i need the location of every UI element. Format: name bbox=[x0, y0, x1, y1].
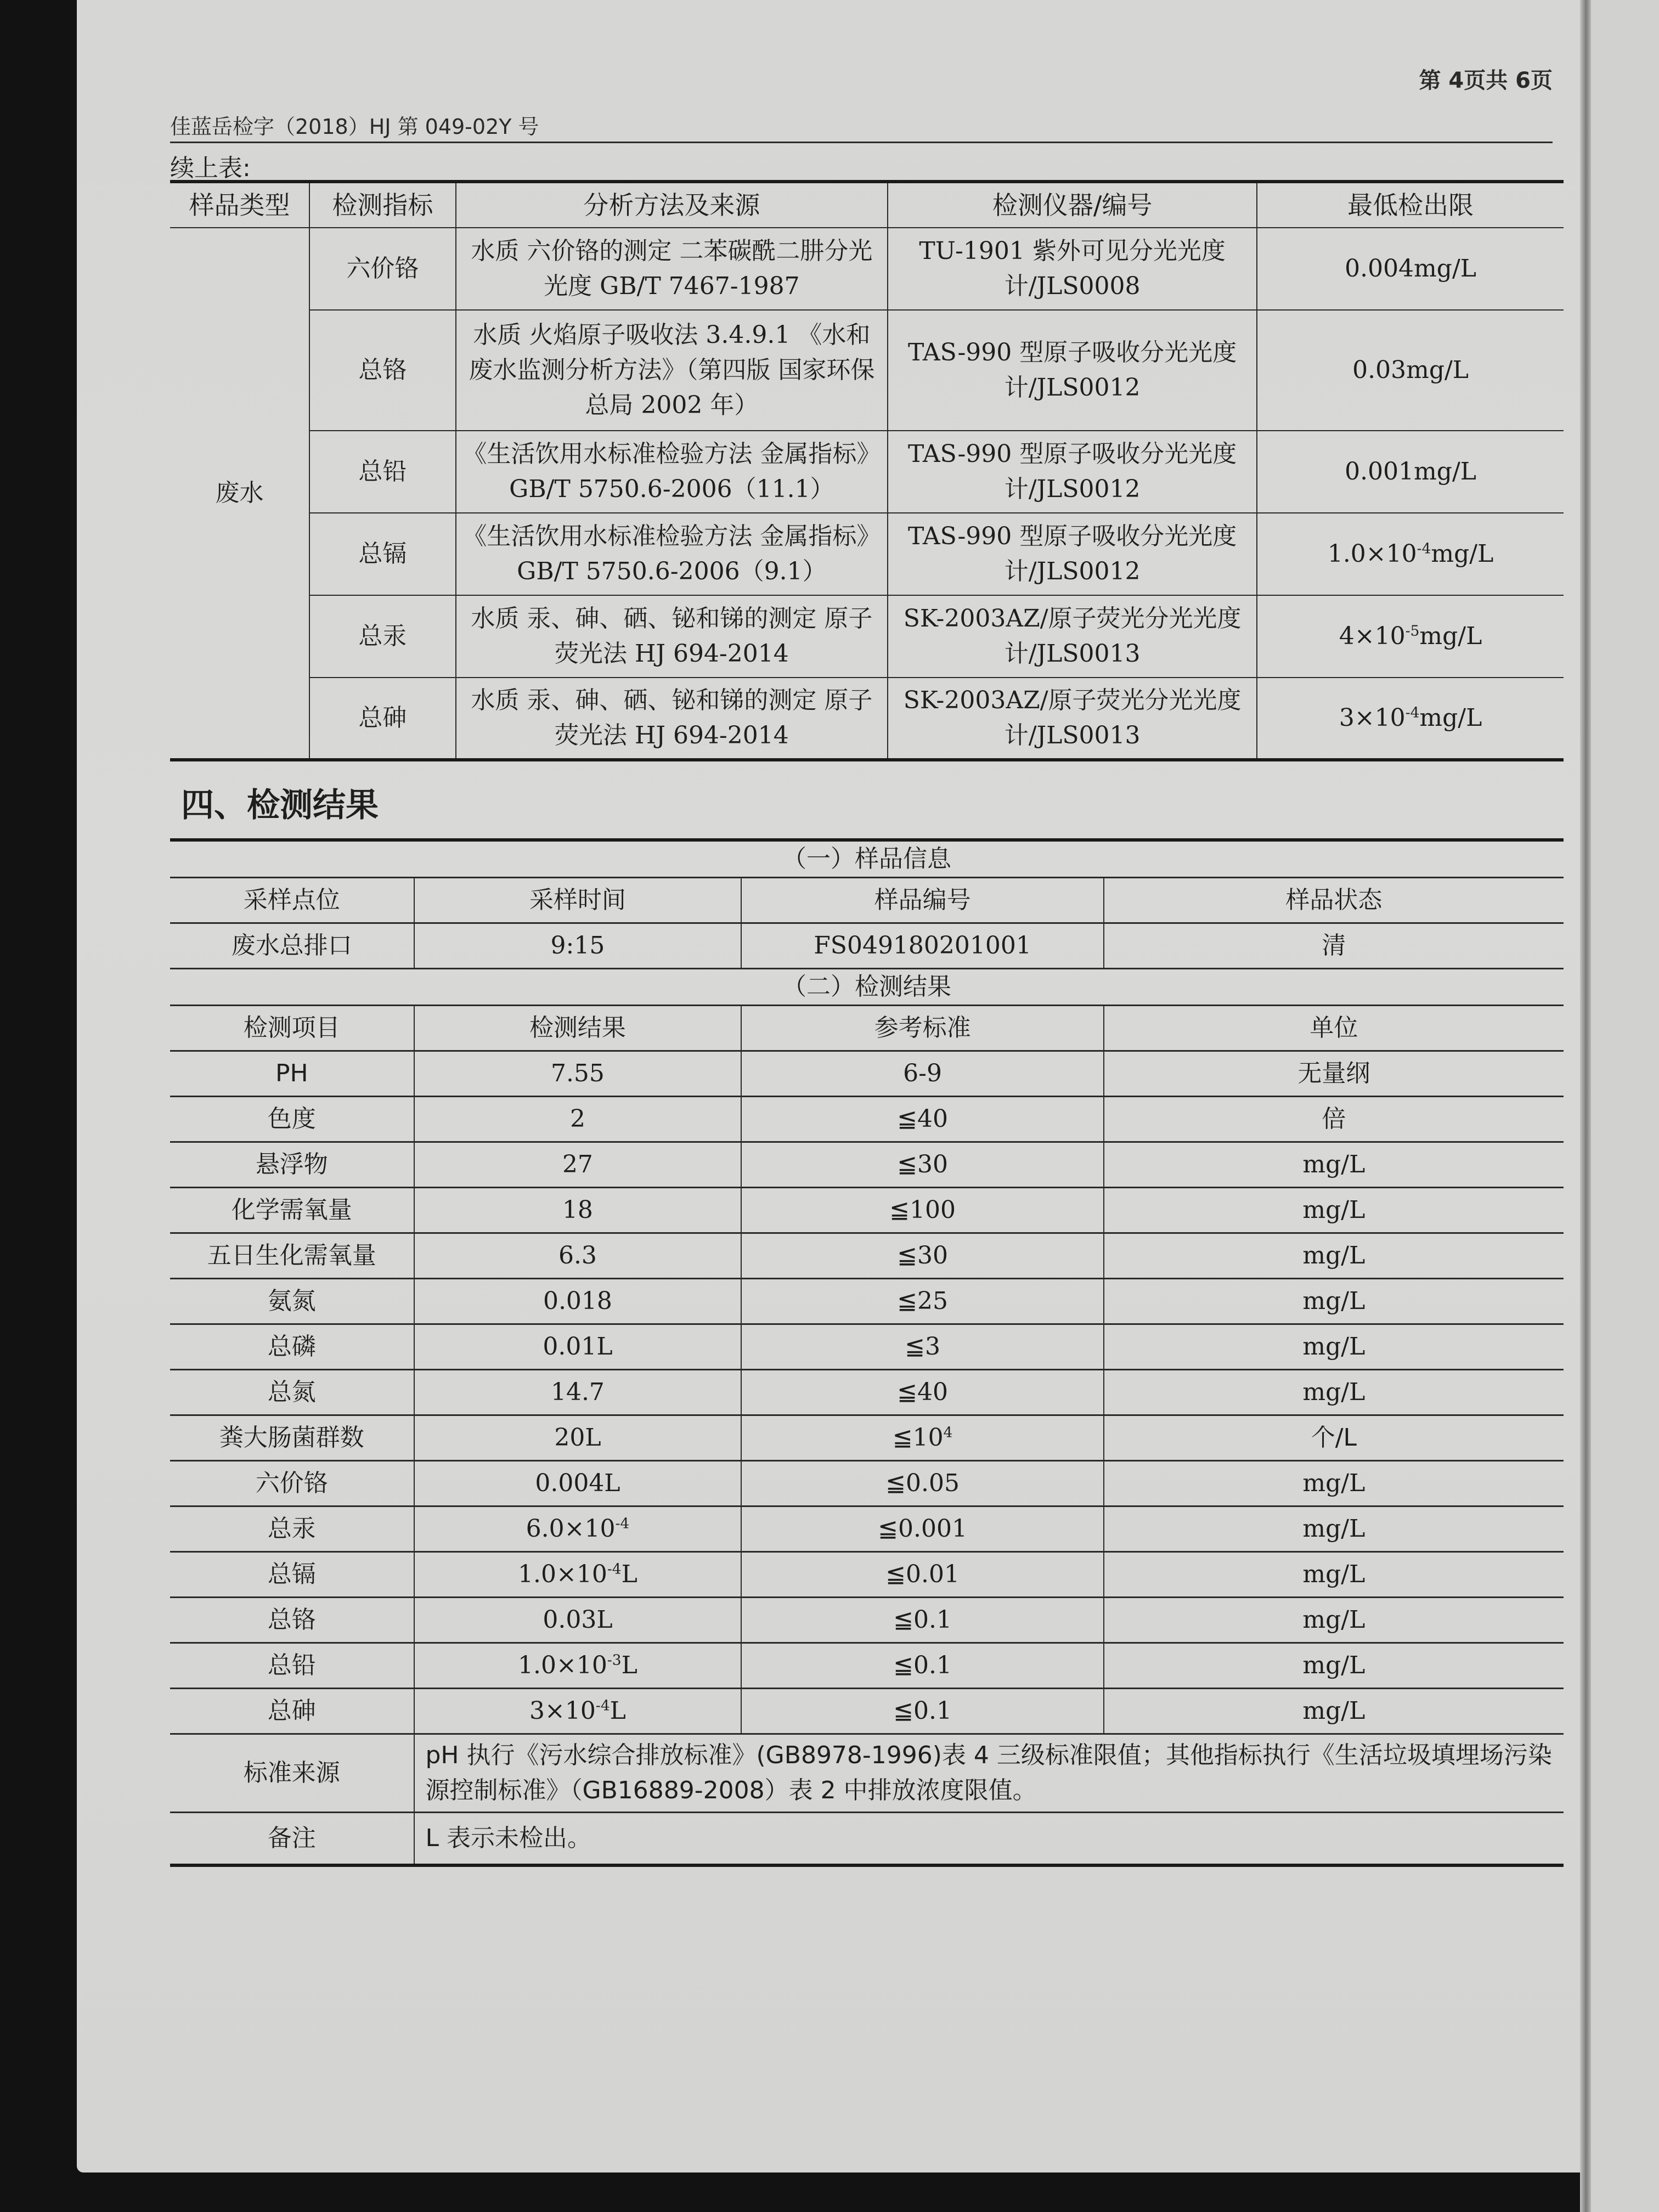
header-detection-limit: 最低检出限 bbox=[1257, 182, 1564, 228]
instrument-cell: TAS-990 型原子吸收分光光度计/JLS0012 bbox=[888, 310, 1257, 431]
header-divider bbox=[170, 142, 1553, 143]
standard-cell: ≦0.01 bbox=[741, 1552, 1103, 1598]
results-header bbox=[170, 1006, 1564, 1051]
result-cell: 2 bbox=[414, 1097, 742, 1142]
result-row bbox=[170, 1552, 1564, 1598]
header-item: 检测项目 bbox=[170, 1006, 414, 1051]
continued-label: 续上表: bbox=[170, 154, 251, 182]
indicator-cell: 六价铬 bbox=[309, 228, 456, 310]
result-row bbox=[170, 1461, 1564, 1506]
state-cell: 清 bbox=[1104, 923, 1564, 969]
result-row bbox=[170, 1689, 1564, 1734]
result-row bbox=[170, 1233, 1564, 1279]
standard-cell: ≦3 bbox=[741, 1324, 1103, 1370]
unit-cell: 倍 bbox=[1104, 1097, 1564, 1142]
unit-cell: mg/L bbox=[1104, 1506, 1564, 1552]
unit-cell: mg/L bbox=[1104, 1598, 1564, 1643]
result-row bbox=[170, 1188, 1564, 1233]
section-title: 四、检测结果 bbox=[181, 786, 379, 825]
results-caption: （二）检测结果 bbox=[170, 969, 1564, 1006]
header-state: 样品状态 bbox=[1104, 878, 1564, 923]
result-row bbox=[170, 1324, 1564, 1370]
unit-cell: mg/L bbox=[1104, 1370, 1564, 1415]
item-cell: 五日生化需氧量 bbox=[170, 1233, 414, 1279]
standard-cell: ≦25 bbox=[741, 1279, 1103, 1324]
header-time: 采样时间 bbox=[414, 878, 742, 923]
instrument-cell: TAS-990 型原子吸收分光光度计/JLS0012 bbox=[888, 431, 1257, 513]
unit-cell: mg/L bbox=[1104, 1233, 1564, 1279]
header-sample-type: 样品类型 bbox=[170, 182, 309, 228]
item-cell: 总砷 bbox=[170, 1689, 414, 1734]
document-page bbox=[77, 0, 1591, 2172]
detection-limit-cell: $1.0\times 10^{-4}mg/L$ bbox=[1257, 513, 1564, 595]
result-cell: 0.018 bbox=[414, 1279, 742, 1324]
result-cell: 6.3 bbox=[414, 1233, 742, 1279]
header-indicator: 检测指标 bbox=[309, 182, 456, 228]
method-row bbox=[170, 595, 1564, 678]
header-result: 检测结果 bbox=[414, 1006, 742, 1051]
detection-limit-cell: 0.001mg/L bbox=[1257, 431, 1564, 513]
item-cell: 六价铬 bbox=[170, 1461, 414, 1506]
page-fold-shadow bbox=[1580, 0, 1592, 2212]
item-cell: 总汞 bbox=[170, 1506, 414, 1552]
method-cell: 水质 汞、砷、硒、铋和锑的测定 原子荧光法 HJ 694-2014 bbox=[456, 595, 888, 678]
method-row bbox=[170, 228, 1564, 310]
standard-cell: ≦40 bbox=[741, 1370, 1103, 1415]
unit-cell: mg/L bbox=[1104, 1324, 1564, 1370]
standard-source-label: 标准来源 bbox=[170, 1734, 414, 1813]
header-unit: 单位 bbox=[1104, 1006, 1564, 1051]
result-row bbox=[170, 1097, 1564, 1142]
item-cell: 总氮 bbox=[170, 1370, 414, 1415]
detection-limit-cell: $3\times 10^{-4}mg/L$ bbox=[1257, 678, 1564, 760]
page-content bbox=[170, 55, 1564, 1867]
indicator-cell: 总铬 bbox=[309, 310, 456, 431]
standard-cell: ≦40 bbox=[741, 1097, 1103, 1142]
unit-cell: mg/L bbox=[1104, 1689, 1564, 1734]
time-cell: 9:15 bbox=[414, 923, 742, 969]
item-cell: 化学需氧量 bbox=[170, 1188, 414, 1233]
standard-cell: ≦100 bbox=[741, 1188, 1103, 1233]
method-table bbox=[170, 180, 1564, 761]
result-cell: $6.0\times 10^{-4}$ bbox=[414, 1506, 742, 1552]
indicator-cell: 总汞 bbox=[309, 595, 456, 678]
unit-cell: mg/L bbox=[1104, 1552, 1564, 1598]
result-row bbox=[170, 1279, 1564, 1324]
sample-info-table bbox=[170, 878, 1564, 969]
item-cell: 总磷 bbox=[170, 1324, 414, 1370]
results-block bbox=[170, 838, 1564, 1867]
item-cell: 氨氮 bbox=[170, 1279, 414, 1324]
method-cell: 水质 火焰原子吸收法 3.4.9.1 《水和废水监测分析方法》（第四版 国家环保总局 2002 年） bbox=[456, 310, 888, 431]
indicator-cell: 总砷 bbox=[309, 678, 456, 760]
result-cell: 0.01L bbox=[414, 1324, 742, 1370]
item-cell: 悬浮物 bbox=[170, 1142, 414, 1188]
instrument-cell: TU-1901 紫外可见分光光度计/JLS0008 bbox=[888, 228, 1257, 310]
header-location: 采样点位 bbox=[170, 878, 414, 923]
page-header bbox=[170, 55, 1564, 148]
sample-info-caption: （一）样品信息 bbox=[170, 842, 1564, 878]
instrument-cell: TAS-990 型原子吸收分光光度计/JLS0012 bbox=[888, 513, 1257, 595]
result-row bbox=[170, 1142, 1564, 1188]
standard-source-text: pH 执行《污水综合排放标准》(GB8978-1996)表 4 三级标准限值；其他指标执行《生活垃圾填埋场污染源控制标准》（GB16889-2008）表 2 中排放浓度限值。 bbox=[414, 1734, 1564, 1813]
item-cell: 总镉 bbox=[170, 1552, 414, 1598]
result-row bbox=[170, 1051, 1564, 1097]
method-cell: 《生活饮用水标准检验方法 金属指标》 GB/T 5750.6-2006（9.1） bbox=[456, 513, 888, 595]
item-cell: 粪大肠菌群数 bbox=[170, 1415, 414, 1461]
results-table bbox=[170, 1006, 1564, 1864]
method-row bbox=[170, 431, 1564, 513]
method-cell: 水质 六价铬的测定 二苯碳酰二肼分光光度 GB/T 7467-1987 bbox=[456, 228, 888, 310]
sample-id-cell: FS049180201001 bbox=[741, 923, 1103, 969]
header-instrument: 检测仪器/编号 bbox=[888, 182, 1257, 228]
standard-cell: ≦0.1 bbox=[741, 1598, 1103, 1643]
detection-limit-cell: 0.03mg/L bbox=[1257, 310, 1564, 431]
header-standard: 参考标准 bbox=[741, 1006, 1103, 1051]
result-row bbox=[170, 1643, 1564, 1689]
unit-cell: mg/L bbox=[1104, 1188, 1564, 1233]
result-row bbox=[170, 1370, 1564, 1415]
result-row bbox=[170, 1506, 1564, 1552]
standard-cell: ≦0.05 bbox=[741, 1461, 1103, 1506]
item-cell: 总铬 bbox=[170, 1598, 414, 1643]
result-cell: 14.7 bbox=[414, 1370, 742, 1415]
indicator-cell: 总铅 bbox=[309, 431, 456, 513]
detection-limit-cell: $4\times 10^{-5}mg/L$ bbox=[1257, 595, 1564, 678]
standard-cell: ≦0.001 bbox=[741, 1506, 1103, 1552]
instrument-cell: SK-2003AZ/原子荧光分光光度计/JLS0013 bbox=[888, 595, 1257, 678]
indicator-cell: 总镉 bbox=[309, 513, 456, 595]
method-cell: 《生活饮用水标准检验方法 金属指标》 GB/T 5750.6-2006（11.1） bbox=[456, 431, 888, 513]
standard-cell: ≦30 bbox=[741, 1142, 1103, 1188]
item-cell: 总铅 bbox=[170, 1643, 414, 1689]
method-cell: 水质 汞、砷、硒、铋和锑的测定 原子荧光法 HJ 694-2014 bbox=[456, 678, 888, 760]
item-cell: 色度 bbox=[170, 1097, 414, 1142]
method-table-header bbox=[170, 182, 1564, 228]
standard-cell: 6-9 bbox=[741, 1051, 1103, 1097]
result-cell: $1.0\times 10^{-4}L$ bbox=[414, 1552, 742, 1598]
unit-cell: 个/L bbox=[1104, 1415, 1564, 1461]
sample-info-row bbox=[170, 923, 1564, 969]
standard-source-row bbox=[170, 1734, 1564, 1813]
sample-info-header bbox=[170, 878, 1564, 923]
unit-cell: mg/L bbox=[1104, 1461, 1564, 1506]
result-cell: 18 bbox=[414, 1188, 742, 1233]
note-row bbox=[170, 1813, 1564, 1864]
header-method: 分析方法及来源 bbox=[456, 182, 888, 228]
header-sample-id: 样品编号 bbox=[741, 878, 1103, 923]
standard-cell: ≦0.1 bbox=[741, 1689, 1103, 1734]
report-number: 佳蓝岳检字（2018）HJ 第 049-02Y 号 bbox=[170, 115, 539, 139]
result-cell: $1.0\times 10^{-3}L$ bbox=[414, 1643, 742, 1689]
sample-type-cell: 废水 bbox=[215, 479, 264, 507]
instrument-cell: SK-2003AZ/原子荧光分光光度计/JLS0013 bbox=[888, 678, 1257, 760]
adjacent-page-edge bbox=[1591, 0, 1659, 2212]
standard-cell: ≦30 bbox=[741, 1233, 1103, 1279]
result-cell: 7.55 bbox=[414, 1051, 742, 1097]
item-cell: PH bbox=[170, 1051, 414, 1097]
result-row bbox=[170, 1415, 1564, 1461]
note-label: 备注 bbox=[267, 1824, 316, 1853]
unit-cell: 无量纲 bbox=[1104, 1051, 1564, 1097]
detection-limit-cell: 0.004mg/L bbox=[1257, 228, 1564, 310]
location-cell: 废水总排口 bbox=[170, 923, 414, 969]
method-row bbox=[170, 513, 1564, 595]
result-cell: 0.004L bbox=[414, 1461, 742, 1506]
unit-cell: mg/L bbox=[1104, 1643, 1564, 1689]
result-cell: $3\times 10^{-4}L$ bbox=[414, 1689, 742, 1734]
result-cell: 20L bbox=[414, 1415, 742, 1461]
method-row bbox=[170, 678, 1564, 760]
note-text: L 表示未检出。 bbox=[414, 1813, 1564, 1864]
unit-cell: mg/L bbox=[1104, 1279, 1564, 1324]
method-row bbox=[170, 310, 1564, 431]
result-row bbox=[170, 1598, 1564, 1643]
result-cell: 0.03L bbox=[414, 1598, 742, 1643]
standard-cell: ≦0.1 bbox=[741, 1643, 1103, 1689]
unit-cell: mg/L bbox=[1104, 1142, 1564, 1188]
page-indicator: 第 4页共 6页 bbox=[1419, 68, 1553, 93]
result-cell: 27 bbox=[414, 1142, 742, 1188]
standard-cell: $≦10^4$ bbox=[741, 1415, 1103, 1461]
